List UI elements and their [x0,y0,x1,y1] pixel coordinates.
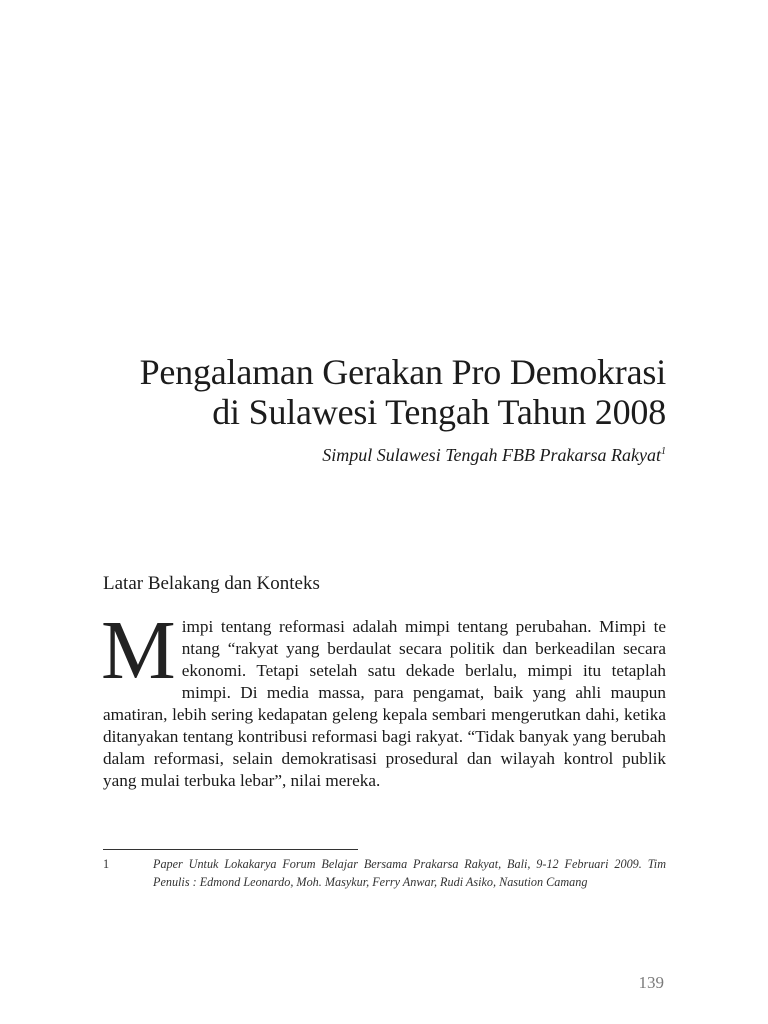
article-title-line-2: di Sulawesi Tengah Tahun 2008 [212,392,666,432]
article-subtitle [100,444,666,466]
subtitle-text: Simpul Sulawesi Tengah FBB Prakarsa Rakyat [322,445,661,465]
article-title-line-1: Pengalaman Gerakan Pro Demokrasi [139,352,666,392]
page-number: 139 [638,973,664,992]
paragraph-text: impi tentang reformasi adalah mimpi tentang perubahan. Mimpi te ntang “rakyat yang berdaulat secara politik dan berkeadilan secara ekonomi. Tetapi setelah satu dekade berlalu, mimpi itu tetaplah mimpi. Di media massa, para pengamat, baik yang ahli maupun amatiran, lebih sering kedapatan geleng kepala sembari mengerutkan dahi, ketika ditanyakan tentang kontribusi reformasi bagi rakyat. “Tidak banyak yang berubah dalam reformasi, selain demokratisasi prosedural dan wilayah kontrol publik yang mulai terbuka lebar”, nilai mereka. [103,617,666,790]
footnote-divider [103,849,358,850]
body-paragraph [101,604,666,792]
footnote [103,855,666,891]
footnote-number: 1 [103,857,110,871]
footnote-text: Paper Untuk Lokakarya Forum Belajar Bersama Prakarsa Rakyat, Bali, 9-12 Februari 2009. Tim Penulis : Edmond Leonardo, Moh. Masykur, Ferry Anwar, Rudi Asiko, Nasution Camang [153,857,666,889]
article-title-block [100,352,666,466]
footnote-reference: 1 [661,446,666,457]
section-heading: Latar Belakang dan Konteks [103,573,320,594]
drop-cap: M [101,604,176,697]
